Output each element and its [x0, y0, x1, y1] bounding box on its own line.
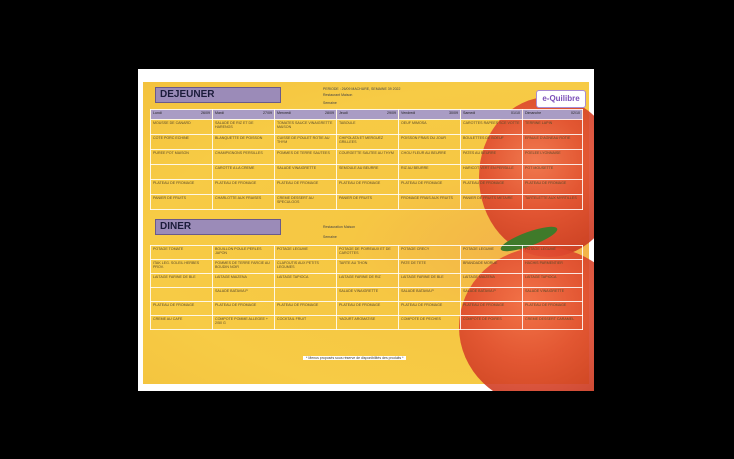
lunch-cell: PLATEAU DE FROMAGE [151, 180, 213, 195]
dinner-row [151, 316, 583, 330]
lunch-cell: TABOULE [337, 120, 399, 135]
dinner-cell: HACHIS PARMENTIER [523, 260, 583, 274]
dinner-row [151, 246, 583, 260]
lunch-cell: POELEE LYONNAISE [523, 150, 583, 165]
dinner-cell: SALADE BATAVIA P [213, 288, 275, 302]
equilibre-logo: e-Quilibre [536, 90, 586, 108]
dinner-cell: POTAGE LEGUME [461, 246, 523, 260]
dinner-cell: LAITAGE TAPIOCA [523, 274, 583, 288]
lunch-cell: BLANQUETTE DE POISSON [213, 135, 275, 150]
day-header [275, 110, 337, 120]
dinner-cell: SALADE BATAVIA P [461, 288, 523, 302]
dinner-cell: PLATEAU DE FROMAGE [275, 302, 337, 316]
lunch-row [151, 165, 583, 180]
dinner-title: DINER [155, 219, 281, 235]
dinner-cell: PLATEAU DE FROMAGE [461, 302, 523, 316]
lunch-cell [151, 165, 213, 180]
dinner-cell: SALADE BATAVIA P [399, 288, 461, 302]
day-header [337, 110, 399, 120]
day-name: Lundi [153, 111, 162, 115]
dinner-cell: ITAK LEG. SOLEIL HERBES PROV. [151, 260, 213, 274]
dinner-cell: LAITAGE FARINE DE RIZ [337, 274, 399, 288]
dinner-cell: POTAGE TOMATE [151, 246, 213, 260]
dinner-cell: SALADE VINAIGRETTE [523, 288, 583, 302]
lunch-cell: TOMATES SAUCE VINAIGRETTE MAISON [275, 120, 337, 135]
lunch-cell: CREME DESSERT AU SPECULOOS [275, 195, 337, 210]
dinner-cell: COCKTAIL FRUIT [275, 316, 337, 330]
period-line: PERIODE : 26/09 MACHURE, SEMAINE 39 2022 [323, 87, 401, 91]
lunch-row [151, 150, 583, 165]
week-line: Semaine [323, 101, 337, 105]
restaurant-line: Restaurant Maison [323, 93, 353, 97]
dinner-cell: POMMES DE TERRE FARCIE AU BOUDIN NOIR [213, 260, 275, 274]
lunch-cell: CHAMPIGNONS PERSILLES [213, 150, 275, 165]
lunch-table [150, 109, 583, 210]
dinner-cell: CREME AU CAFE [151, 316, 213, 330]
day-name: Dimanche [525, 111, 542, 115]
dinner-cell: POTAGE LEGUME [275, 246, 337, 260]
dinner-cell: LAITAGE MAIZENA [461, 274, 523, 288]
availability-note: * Menus proposés sous réserve de disponibilités des produits * [303, 356, 406, 360]
lunch-cell: SALADE DE RIZ ET DE HARENGS [213, 120, 275, 135]
day-header [523, 110, 583, 120]
day-date: 02/10 [571, 111, 580, 115]
dinner-cell: COMPOTE POMME ALLEGEE + 2/50 G [213, 316, 275, 330]
day-header [461, 110, 523, 120]
lunch-cell: CUISSE DE POULET ROTIE AU THYM [275, 135, 337, 150]
day-name: Mercredi [277, 111, 291, 115]
day-date: 01/10 [511, 111, 520, 115]
dinner-cell: POTAGE CRECY [399, 246, 461, 260]
day-date: 27/09 [263, 111, 272, 115]
dinner-cell: PLATEAU DE FROMAGE [151, 302, 213, 316]
day-header [151, 110, 213, 120]
lunch-cell: PATES AU BEURRE [461, 150, 523, 165]
lunch-row [151, 120, 583, 135]
day-name: Vendredi [401, 111, 416, 115]
dinner-table [150, 245, 583, 330]
day-name: Jeudi [339, 111, 348, 115]
dinner-cell: LAITAGE FARINE DE BLE [151, 274, 213, 288]
dinner-cell: COMPOTE DE POIRES [461, 316, 523, 330]
lunch-cell: PANIER DE FRUITS METAIRE [461, 195, 523, 210]
lunch-cell: EPAULE D'AGNEAU ROTIE [523, 135, 583, 150]
lunch-cell: CHIPOLATA ET MERGUEZ GRILLEES [337, 135, 399, 150]
day-date: 28/09 [325, 111, 334, 115]
dinner-cell: SALADE VINAIGRETTE [337, 288, 399, 302]
lunch-cell: PLATEAU DE FROMAGE [337, 180, 399, 195]
lunch-cell: CHOU FLEUR AU BEURRE [399, 150, 461, 165]
lunch-cell: POT MOUSETTE [523, 165, 583, 180]
day-date: 30/09 [449, 111, 458, 115]
dinner-cell [275, 288, 337, 302]
dinner-row [151, 260, 583, 274]
lunch-header-row [151, 110, 583, 120]
day-date: 26/09 [201, 111, 210, 115]
lunch-cell: CHARLOTTE AUX FRAISES [213, 195, 275, 210]
lunch-cell: CAROTTES RAPEES SCE VOTTE [461, 120, 523, 135]
lunch-cell: POISSON FRAIS DU JOUR [399, 135, 461, 150]
scanned-page [138, 69, 594, 391]
menu-sheet [143, 82, 589, 384]
dinner-cell: PLATEAU DE FROMAGE [399, 302, 461, 316]
day-header [213, 110, 275, 120]
lunch-cell: PLATEAU DE FROMAGE [523, 180, 583, 195]
dinner-cell: CLAFOUTIS AUX PETITS LEGUMES [275, 260, 337, 274]
lunch-cell: PLATEAU DE FROMAGE [461, 180, 523, 195]
lunch-title: DEJEUNER [155, 87, 281, 103]
lunch-cell: TARTELETTE AUX MYRTILLES [523, 195, 583, 210]
dinner-cell: PLATEAU DE FROMAGE [213, 302, 275, 316]
dinner-restaurant-line: Restauration Maison [323, 225, 356, 229]
dinner-cell: PATE DE TETE [399, 260, 461, 274]
dinner-cell: COMPOTE DE PECHES [399, 316, 461, 330]
dinner-cell: LAITAGE MAIZENA [213, 274, 275, 288]
dinner-cell: CREME DESSERT CARAMEL [523, 316, 583, 330]
lunch-cell: PLATEAU DE FROMAGE [275, 180, 337, 195]
day-date: 29/09 [387, 111, 396, 115]
dinner-cell: BOUILLON POULE PERLES JAPON [213, 246, 275, 260]
lunch-cell: SEMOULE AU BEURRE [337, 165, 399, 180]
lunch-cell: PANIER DE FRUITS [151, 195, 213, 210]
lunch-cell: FROMAGE FRAIS AUX FRUITS [399, 195, 461, 210]
dinner-cell: YAOURT AROMATISE [337, 316, 399, 330]
lunch-cell: PUREE POT MAISON [151, 150, 213, 165]
dinner-row [151, 288, 583, 302]
lunch-cell: TERRINE LAPIN [523, 120, 583, 135]
lunch-row [151, 135, 583, 150]
day-name: Mardi [215, 111, 224, 115]
dinner-cell: BRANDADE MORUE [461, 260, 523, 274]
lunch-cell: PANIER DE FRUITS [337, 195, 399, 210]
lunch-cell: POMMES DE TERRE SAUTEES [275, 150, 337, 165]
lunch-cell: COTE PORC ECHINE [151, 135, 213, 150]
dinner-cell: TARTE AU THON [337, 260, 399, 274]
lunch-cell: HARICOT VERT EN PERSILLE [461, 165, 523, 180]
lunch-cell: COURGETTE SAUTEE AU THYM [337, 150, 399, 165]
dinner-row [151, 274, 583, 288]
day-header [399, 110, 461, 120]
lunch-row [151, 180, 583, 195]
dinner-cell: LAITAGE TAPIOCA [275, 274, 337, 288]
lunch-cell: PLATEAU DE FROMAGE [399, 180, 461, 195]
lunch-cell: MOUSSE DE CANARD [151, 120, 213, 135]
lunch-cell: BOULETTES DE BOEUF [461, 135, 523, 150]
dinner-cell: PLATEAU DE FROMAGE [523, 302, 583, 316]
dinner-cell: POTAGE DE POIREAUX ET DE CAROTTES [337, 246, 399, 260]
lunch-cell: RIZ AU BEURRE [399, 165, 461, 180]
lunch-cell: OEUF MIMOSA [399, 120, 461, 135]
dinner-week-line: Semaine [323, 235, 337, 239]
day-name: Samedi [463, 111, 476, 115]
dinner-row [151, 302, 583, 316]
dinner-cell: POTAGE LEGUME [523, 246, 583, 260]
dinner-cell [151, 288, 213, 302]
lunch-cell: PLATEAU DE FROMAGE [213, 180, 275, 195]
lunch-cell: CAROTTE A LA CREME [213, 165, 275, 180]
dinner-cell: PLATEAU DE FROMAGE [337, 302, 399, 316]
lunch-cell: SALADE VINAIGRETTE [275, 165, 337, 180]
lunch-row [151, 195, 583, 210]
dinner-cell: LAITAGE FARINE DE BLE [399, 274, 461, 288]
